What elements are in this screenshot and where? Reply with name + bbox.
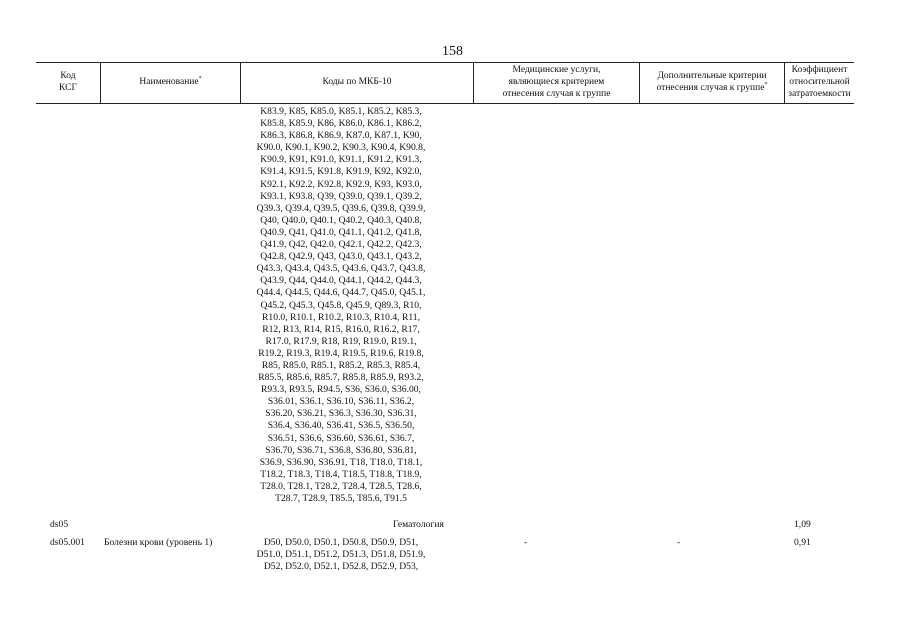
code-line: R93.3, R93.5, R94.5, S36, S36.0, S36.00, <box>261 384 421 396</box>
page-number: 158 <box>442 44 463 59</box>
code-line: S36.4, S36.40, S36.41, S36.5, S36.50, <box>267 420 415 432</box>
code-line: S36.9, S36.90, S36.91, T18, T18.0, T18.1, <box>259 456 423 468</box>
code-line: Q42.8, Q42.9, Q43, Q43.0, Q43.1, Q43.2, <box>260 251 422 263</box>
code-line: Q41.9, Q42, Q42.0, Q42.1, Q42.2, Q42.3, <box>260 239 422 251</box>
code-line: S36.20, S36.21, S36.3, S36.30, S36.31, <box>265 408 417 420</box>
group-coefficient: 1,09 <box>794 519 811 530</box>
row-name: Болезни крови (уровень 1) <box>104 537 213 548</box>
header-mkb10: Коды по МКБ-10 <box>240 63 473 103</box>
mkb-codes-list <box>241 106 441 505</box>
row-additional-criteria: - <box>677 537 681 548</box>
code-line: Q39.3, Q39.4, Q39.5, Q39.6, Q39.8, Q39.9, <box>256 202 426 214</box>
code-line: Q44.4, Q44.5, Q44.6, Q44.7, Q45.0, Q45.1, <box>256 287 426 299</box>
header-medical-services: Медицинские услуги, являющиеся критерием отнесения случая к группе <box>473 63 639 103</box>
code-line: R17.0, R17.9, R18, R19, R19.0, R19.1, <box>265 335 417 347</box>
header-coefficient: Коэффициент относительной затратоемкости <box>784 63 854 103</box>
code-line: R10.0, R10.1, R10.2, R10.3, R10.4, R11, <box>262 311 420 323</box>
code-line: K83.9, K85, K85.0, K85.1, K85.2, K85.3, <box>260 106 422 117</box>
code-line: K86.3, K86.8, K86.9, K87.0, K87.1, K90, <box>260 130 422 142</box>
code-line: S36.51, S36.6, S36.60, S36.61, S36.7, <box>267 432 415 444</box>
code-line: R85, R85.0, R85.1, R85.2, R85.3, R85.4, <box>261 359 421 371</box>
group-title: Гематология <box>393 519 444 530</box>
table-header <box>36 62 854 104</box>
header-kod-ksg: Код КСГ <box>59 71 77 93</box>
code-line: D52, D52.0, D52.1, D52.8, D52.9, D53, <box>263 561 419 573</box>
code-line: Q40, Q40.0, Q40.1, Q40.2, Q40.3, Q40.8, <box>260 214 422 226</box>
code-line: T18.2, T18.3, T18.4, T18.5, T18.8, T18.9, <box>260 468 422 480</box>
code-line: T28.7, T28.9, T85.5, T85.6, T91.5 <box>275 493 407 504</box>
code-line: R12, R13, R14, R15, R16.0, R16.2, R17, <box>262 323 420 335</box>
header-additional-criteria: Дополнительные критерии отнесения случая к группе* <box>639 63 784 103</box>
code-line: Q45.2, Q45.3, Q45.8, Q45.9, Q89.3, R10, <box>260 299 422 311</box>
code-line: R19.2, R19.3, R19.4, R19.5, R19.6, R19.8, <box>258 347 424 359</box>
row-coefficient: 0,91 <box>794 537 811 548</box>
code-line: K91.4, K91.5, K91.8, K91.9, K92, K92.0, <box>260 166 422 178</box>
code-line: D51.0, D51.1, D51.2, D51.3, D51.8, D51.9, <box>256 549 426 561</box>
row-code: ds05.001 <box>50 537 85 548</box>
code-line: Q43.9, Q44, Q44.0, Q44.1, Q44.2, Q44.3, <box>260 275 422 287</box>
code-line: S36.01, S36.1, S36.10, S36.11, S36.2, <box>267 396 415 408</box>
row-medical-services: - <box>524 537 528 548</box>
group-code: ds05 <box>50 519 69 530</box>
group-row-ds05 <box>0 519 905 533</box>
code-line: K90.0, K90.1, K90.2, K90.3, K90.4, K90.8, <box>256 142 426 154</box>
code-line: K90.9, K91, K91.0, K91.1, K91.2, K91.3, <box>260 154 422 166</box>
row-mkb-codes <box>241 537 441 573</box>
code-line: Q43.3, Q43.4, Q43.5, Q43.6, Q43.7, Q43.8, <box>256 263 426 275</box>
code-line: K85.8, K85.9, K86, K86.0, K86.1, K86.2, <box>260 118 422 130</box>
code-line: Q40.9, Q41, Q41.0, Q41.1, Q41.2, Q41.8, <box>260 226 422 238</box>
code-line: K93.1, K93.8, Q39, Q39.0, Q39.1, Q39.2, <box>260 190 422 202</box>
header-name: Наименование* <box>100 63 240 103</box>
code-line: S36.70, S36.71, S36.8, S36.80, S36.81, <box>265 444 417 456</box>
code-line: K92.1, K92.2, K92.8, K92.9, K93, K93.0, <box>260 178 422 190</box>
code-line: T28.0, T28.1, T28.2, T28.4, T28.5, T28.6, <box>260 480 422 492</box>
code-line: D50, D50.0, D50.1, D50.8, D50.9, D51, <box>263 537 419 548</box>
code-line: R85.5, R85.6, R85.7, R85.8, R85.9, R93.2, <box>258 372 424 384</box>
